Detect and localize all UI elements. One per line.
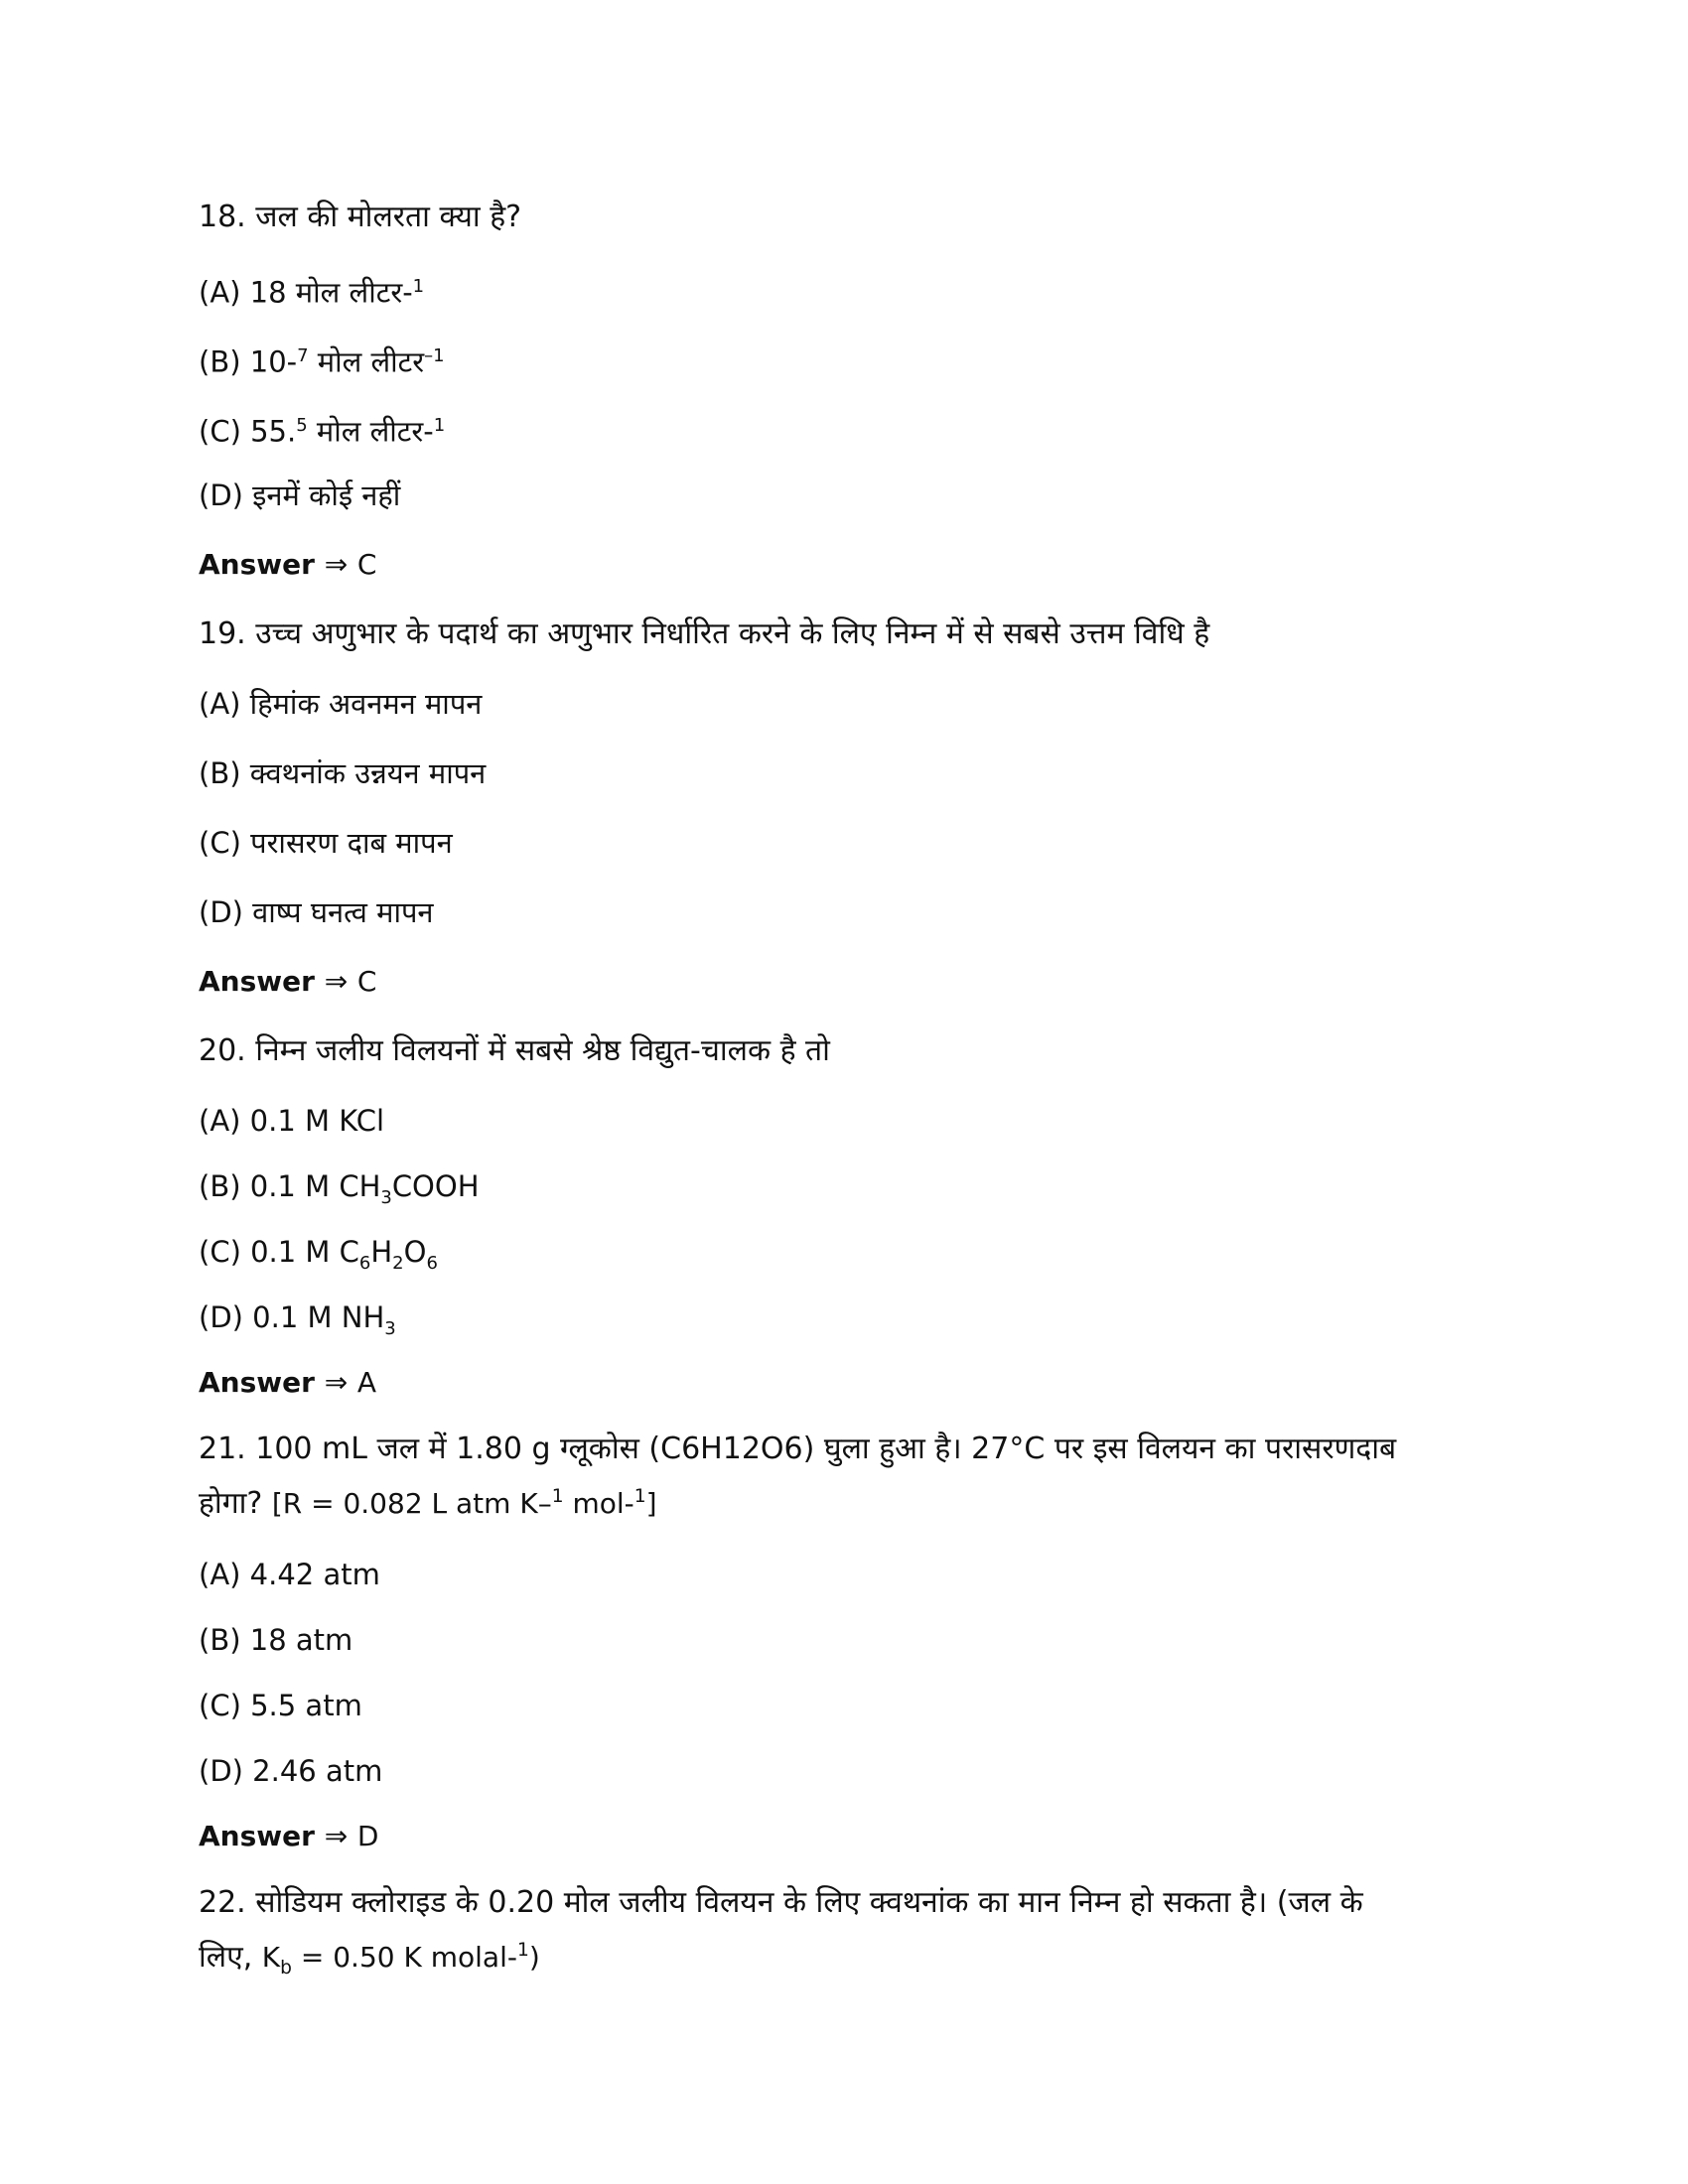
question-18: 18. जल की मोलरता क्या है? — [199, 200, 522, 234]
q20-option-d: (D) 0.1 M $NH_3$ — [199, 1300, 396, 1339]
q19-answer: Answer ⇒ C — [199, 965, 377, 998]
document-page — [199, 195, 1509, 2016]
q19-option-b: (B) क्वथनांक उन्नयन मापन — [199, 756, 487, 790]
q21-option-c: (C) 5.5 atm — [199, 1689, 362, 1722]
q18-option-a: (A) 18 मोल लीटर-$^1$ — [199, 275, 425, 310]
q21-option-b: (B) 18 atm — [199, 1623, 353, 1657]
q20-option-b: (B) 0.1 M $CH_3COOH$ — [199, 1169, 480, 1208]
q18-option-d: (D) इनमें कोई नहीं — [199, 478, 401, 512]
q18-option-b: (B) 10-$^7$ मोल लीटर$^{-1}$ — [199, 344, 445, 379]
q21-line-2: होगा? [R = 0.082 L atm K–$^1$ mol-$^1$] — [199, 1486, 657, 1521]
q18-answer: Answer ⇒ C — [199, 548, 377, 581]
q21-answer: Answer ⇒ D — [199, 1820, 379, 1852]
q18-option-c: (C) 55.$^5$ मोल लीटर-$^1$ — [199, 414, 446, 449]
q22-line-2: लिए, $K_b = 0.50$ K molal-$^1$) — [199, 1940, 540, 1979]
q21-option-a: (A) 4.42 atm — [199, 1558, 380, 1591]
q20-answer: Answer ⇒ A — [199, 1366, 377, 1399]
q21-line-1: 21. 100 mL जल में 1.80 g ग्लूकोस (C6H12O6) घुला हुआ है। 27°C पर इस विलयन का परासरणदाब — [199, 1432, 1397, 1466]
q21-option-d: (D) 2.46 atm — [199, 1754, 383, 1788]
q20-option-a: (A) 0.1 M KCl — [199, 1104, 384, 1138]
q19-option-a: (A) हिमांक अवनमन मापन — [199, 687, 483, 721]
q19-option-d: (D) वाष्प घनत्व मापन — [199, 895, 434, 929]
q20-option-c: (C) 0.1 M $C_6H_2O_6$ — [199, 1235, 438, 1274]
q19-option-c: (C) परासरण दाब मापन — [199, 826, 453, 860]
q22-line-1: 22. सोडियम क्लोराइड के 0.20 मोल जलीय विलयन के लिए क्वथनांक का मान निम्न हो सकता है। (जल के — [199, 1885, 1363, 1920]
question-22 — [199, 1879, 1509, 1992]
question-19: 19. उच्च अणुभार के पदार्थ का अणुभार निर्धारित करने के लिए निम्न में से सबसे उत्तम विधि है — [199, 616, 1210, 651]
question-21 — [199, 1426, 1509, 1528]
question-20: 20. निम्न जलीय विलयनों में सबसे श्रेष्ठ विद्युत-चालक है तो — [199, 1033, 830, 1068]
